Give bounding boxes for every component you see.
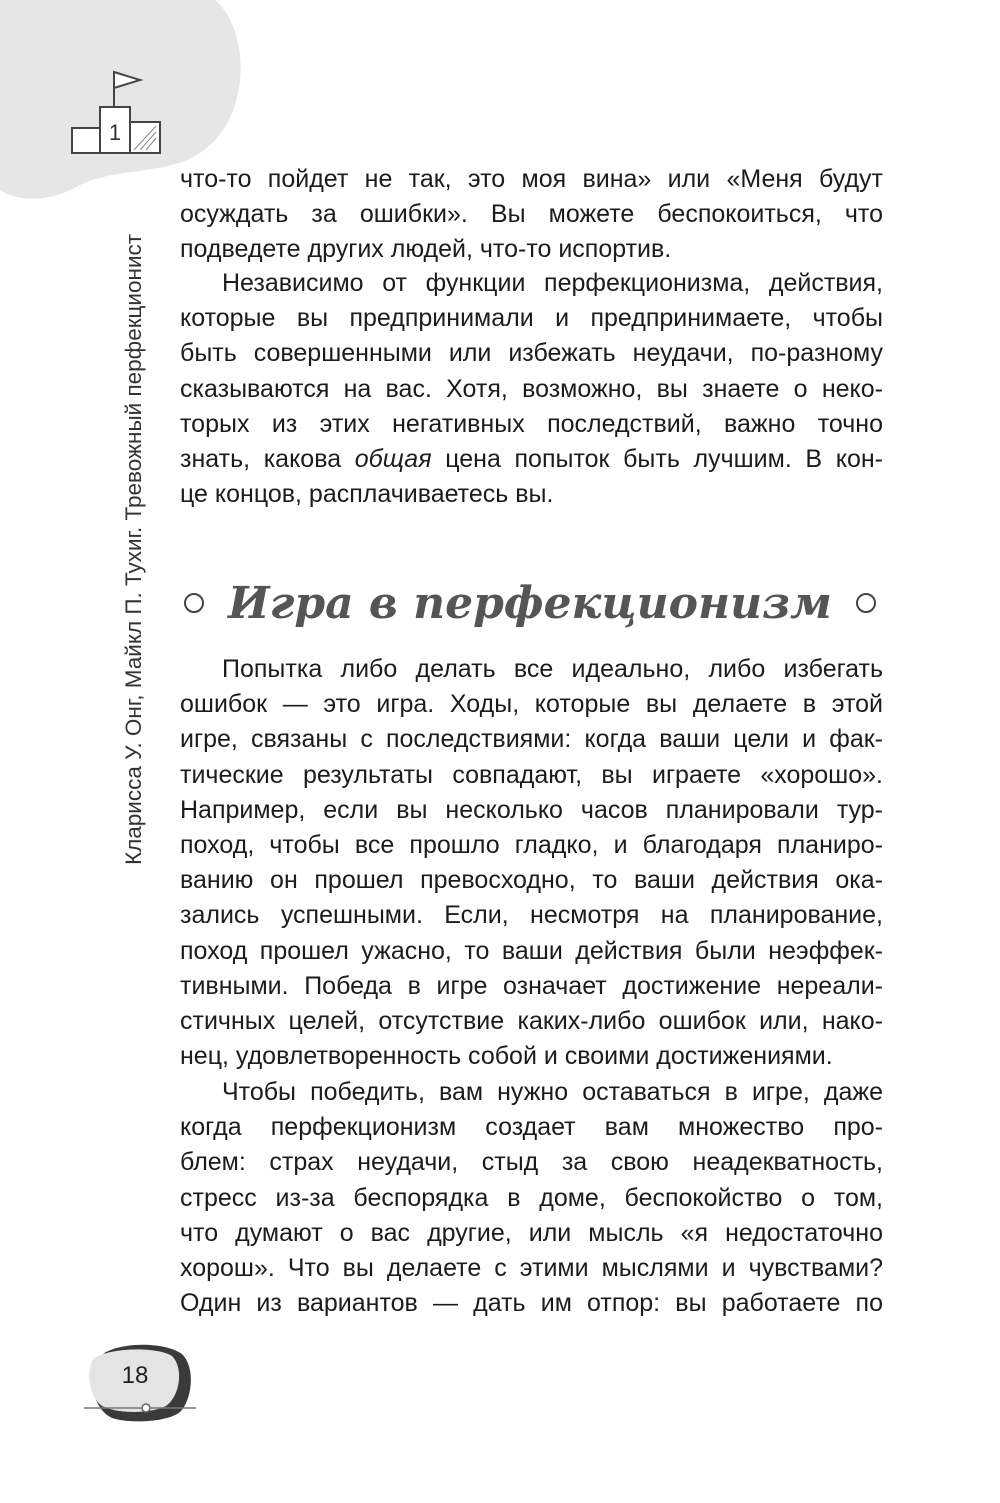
text-line: блем: страх неудачи, стыд за свою неадекватность,: [180, 1148, 883, 1177]
text-line: ванию он прошел превосходно, то ваши действия ока-: [180, 866, 883, 895]
italic-word: общая: [354, 445, 432, 474]
heading-text: Игра в перфекционизм: [228, 577, 832, 629]
text-line: торых из этих негативных последствий, важно точно: [180, 409, 883, 438]
text-line: це концов, расплачиваетесь вы.: [180, 480, 554, 509]
text-line: тические результаты совпадают, вы играете «хорошо».: [180, 760, 883, 789]
paragraph-1: [180, 266, 883, 512]
text-line: подведете других людей, что-то испортив.: [180, 235, 672, 264]
text-line: Независимо от функции перфекционизма, действия,: [222, 269, 883, 297]
text-line: поход, чтобы все прошло гладко, и благодаря планиро-: [180, 831, 883, 860]
text-line: быть совершенными или избежать неудачи, по-разному: [180, 339, 883, 368]
text-line: Например, если вы несколько часов планировали тур-: [180, 795, 883, 824]
text-line: Чтобы победить, вам нужно оставаться в игре, даже: [222, 1078, 883, 1106]
text-line: зались успешными. Если, несмотря на планирование,: [180, 901, 883, 930]
text-line: что думают о вас другие, или мысль «я недостаточно: [180, 1218, 883, 1247]
circle-bullet-icon: [856, 593, 876, 613]
text-line: осуждать за ошибки». Вы можете беспокоиться, что: [180, 200, 883, 229]
intro-paragraph: [180, 162, 883, 268]
text-line: когда перфекционизм создает вам множество про-: [180, 1113, 883, 1142]
text-line: поход прошел ужасно, то ваши действия были неэффек-: [180, 936, 883, 965]
text-line: стресс из-за беспорядка в доме, беспокойство о том,: [180, 1183, 883, 1212]
text-line: Один из вариантов — дать им отпор: вы работаете по: [180, 1289, 883, 1318]
text-run: цена попыток быть лучшим. В кон-: [431, 445, 884, 474]
text-line: тивными. Победа в игре означает достижение нереали-: [180, 971, 883, 1000]
text-line: ошибок — это игра. Ходы, которые вы делаете в этой: [180, 690, 883, 719]
paragraph-2: [180, 652, 883, 1074]
text-line: хорош». Что вы делаете с этими мыслями и чувствами?: [180, 1254, 883, 1283]
text-line: игре, связаны с последствиями: когда ваши цели и фак-: [180, 725, 883, 754]
page-number: 18: [121, 1362, 149, 1389]
text-line: стичных целей, отсутствие каких-либо ошибок или, нако-: [180, 1007, 883, 1036]
running-head-text: Кларисса У. Онг, Майкл П. Тухиг. Тревожный перфекционист: [121, 233, 146, 865]
text-line-mixed: [180, 442, 883, 477]
text-line: нец, удовлетворенность собой и своими достижениями.: [180, 1042, 833, 1071]
podium-label: 1: [108, 120, 122, 145]
running-head: [112, 205, 172, 865]
paragraph-3: [180, 1075, 883, 1321]
section-heading: [200, 568, 860, 638]
text-line: которые вы предпринимали и предпринимаете, чтобы: [180, 304, 883, 333]
podium-flag-icon: [66, 62, 166, 162]
text-run: знать, какова: [180, 445, 355, 474]
text-line: Попытка либо делать все идеально, либо избегать: [222, 655, 883, 683]
text-line: сказываются на вас. Хотя, возможно, вы знаете о неко-: [180, 374, 883, 403]
circle-bullet-icon: [184, 593, 204, 613]
text-line: что-то пойдет не так, это моя вина» или «Меня будут: [180, 165, 883, 193]
